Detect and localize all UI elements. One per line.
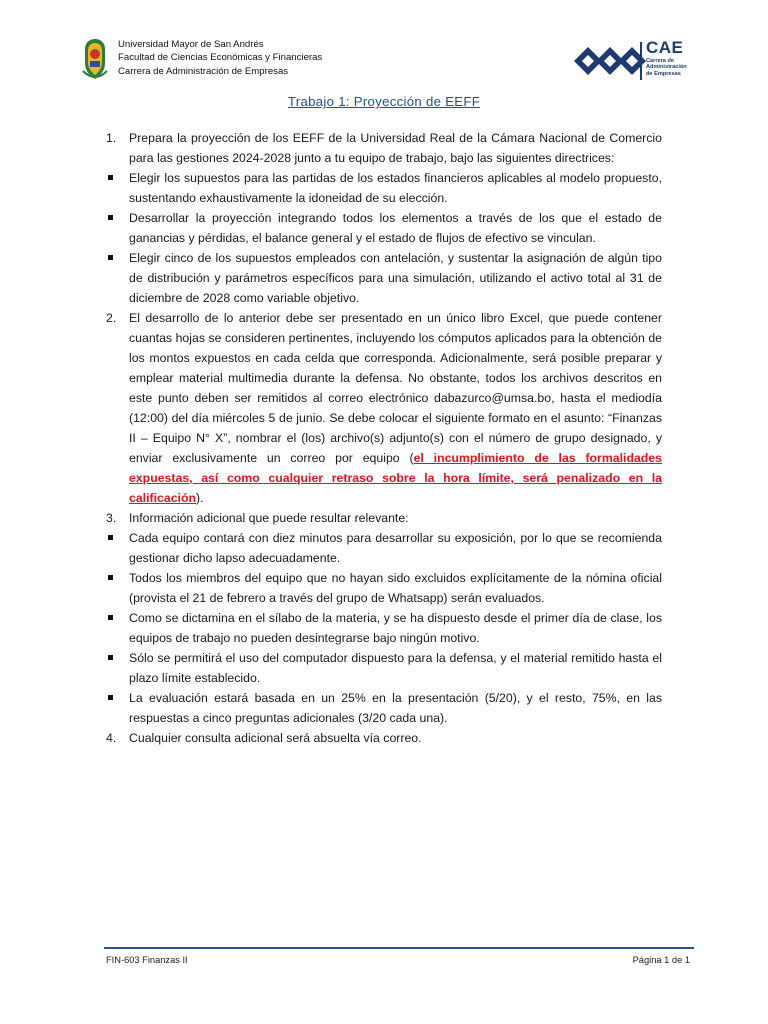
item-number: 3.	[106, 511, 117, 525]
item-text: Elegir cinco de los supuestos empleados con antelación, y sustentar la asignación de algún tipo de distribución y parámetros específicos para una simulación, utilizando el activo total al 31 de diciembre de 2028 como variable objetivo.	[129, 251, 662, 305]
faculty-name: Facultad de Ciencias Económicas y Financieras	[118, 52, 323, 64]
item-text-tail: ).	[195, 491, 204, 505]
numbered-item	[106, 308, 662, 508]
square-bullet-icon	[108, 215, 113, 220]
square-bullet-icon	[108, 695, 113, 700]
footer-rule	[104, 947, 694, 949]
bullet-item	[106, 648, 662, 688]
bullet-item	[106, 528, 662, 568]
item-text: La evaluación estará basada en un 25% en la presentación (5/20), y el resto, 75%, en las respuestas a cinco preguntas adicionales (3/20 cada una).	[129, 691, 662, 725]
item-text: Desarrollar la proyección integrando todos los elementos a través de los que el estado de ganancias y pérdidas, el balance general y el estado de flujos de efectivo se vinculan.	[129, 211, 662, 245]
item-text: El desarrollo de lo anterior debe ser presentado en un único libro Excel, que puede contener cuantas hojas se consideren pertinentes, incluyendo los cómputos aplicados para la obtención de los montos expuestos en cada celda que corresponda. Adicionalmente, será posible preparar y emplear material multimedia durante la defensa. No obstante, todos los archivos descritos en este punto deben ser remitidos al correo electrónico dabazurco@umsa.bo, hasta el mediodía (12:00) del día miércoles 5 de junio. Se debe colocar el siguiente formato en el asunto: “Finanzas II – Equipo N° X”, nombrar el (los) archivo(s) adjunto(s) con el número de grupo designado, y enviar exclusivamente un correo por equipo (	[129, 311, 662, 465]
square-bullet-icon	[108, 615, 113, 620]
bullet-item	[106, 168, 662, 208]
item-text: Todos los miembros del equipo que no hayan sido excluidos explícitamente de la nómina oficial (provista el 21 de febrero a través del grupo de Whatsapp) serán evaluados.	[129, 571, 662, 605]
numbered-item	[106, 728, 662, 748]
university-name: Universidad Mayor de San Andrés	[118, 39, 264, 50]
footer-page-number: Página 1 de 1	[632, 955, 690, 965]
numbered-item	[106, 508, 662, 528]
instructions-list	[106, 128, 662, 748]
item-text: Sólo se permitirá el uso del computador dispuesto para la defensa, y el material remitido hasta el plazo límite establecido.	[129, 651, 662, 685]
square-bullet-icon	[108, 175, 113, 180]
bullet-item	[106, 208, 662, 248]
footer-course: FIN-603 Finanzas II	[106, 955, 188, 965]
square-bullet-icon	[108, 655, 113, 660]
bullet-item	[106, 248, 662, 308]
item-number: 2.	[106, 311, 117, 325]
square-bullet-icon	[108, 535, 113, 540]
item-text: Como se dictamina en el sílabo de la materia, y se ha dispuesto desde el primer día de clase, los equipos de trabajo no pueden desintegrarse bajo ningún motivo.	[129, 611, 662, 645]
item-number: 1.	[106, 131, 117, 145]
cae-logo-text: CAE	[646, 38, 684, 57]
item-text: Prepara la proyección de los EEFF de la Universidad Real de la Cámara Nacional de Comercio para las gestiones 2024-2028 junto a tu equipo de trabajo, bajo las siguientes directrices:	[129, 131, 662, 165]
item-text: Cualquier consulta adicional será absuelta vía correo.	[129, 731, 422, 745]
document-title: Trabajo 1: Proyección de EEFF	[287, 94, 481, 109]
item-number: 4.	[106, 731, 117, 745]
career-name: Carrera de Administración de Empresas	[118, 65, 289, 77]
document-header	[0, 0, 768, 92]
square-bullet-icon	[108, 575, 113, 580]
item-text: Elegir los supuestos para las partidas de los estados financieros aplicables al modelo propuesto, sustentando exhaustivamente la idoneidad de su elección.	[129, 171, 662, 205]
square-bullet-icon	[108, 255, 113, 260]
numbered-item	[106, 128, 662, 168]
item-text: Información adicional que puede resultar relevante:	[129, 511, 409, 525]
cae-logo-subtitle: Carrera de Administración de Empresas	[646, 58, 687, 77]
bullet-item	[106, 608, 662, 648]
item-text: Cada equipo contará con diez minutos para desarrollar su exposición, por lo que se recomienda gestionar dicho lapso adecuadamente.	[129, 531, 662, 565]
penalty-warning: el incumplimiento de las formalidades expuestas, así como cualquier retraso sobre la hora límite, será penalizado en la calificación	[129, 451, 662, 505]
bullet-item	[106, 568, 662, 608]
university-seal-icon	[80, 37, 110, 81]
bullet-item	[106, 688, 662, 728]
institution-block	[118, 38, 322, 78]
